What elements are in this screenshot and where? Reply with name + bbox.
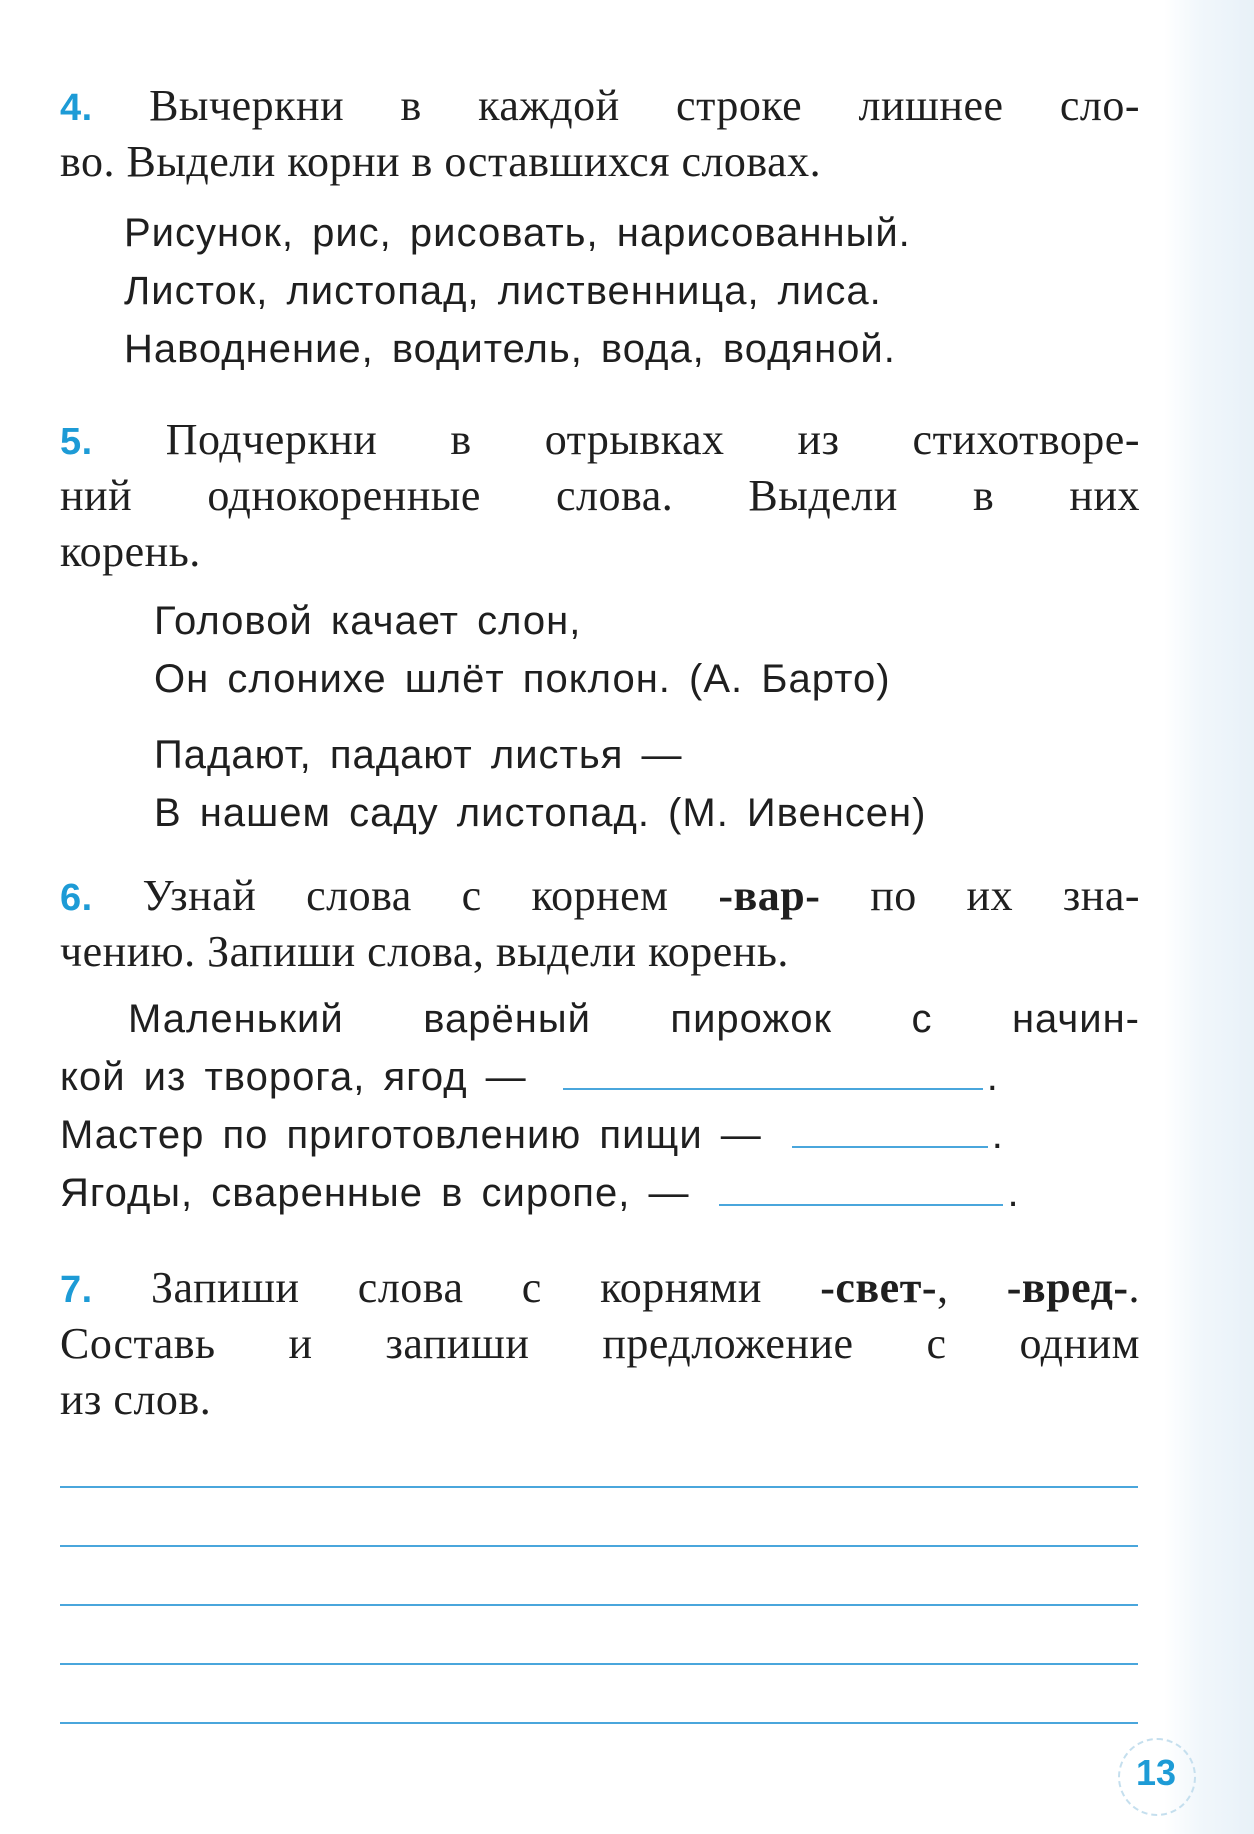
answer-line[interactable] xyxy=(60,1604,1138,1606)
answer-line[interactable] xyxy=(60,1722,1138,1724)
task-7-instruction-2: Составь и запиши предложение с одним xyxy=(60,1319,1140,1368)
period: . xyxy=(986,1055,999,1099)
task-7-text: Запиши слова с корнями xyxy=(151,1263,762,1312)
word-row: Листок, листопад, лиственница, лиса. xyxy=(124,269,882,313)
task-5 xyxy=(60,412,1140,842)
task-4-instruction-2: во. Выдели корни в оставшихся словах. xyxy=(60,137,822,186)
task-number: 4. xyxy=(60,87,93,129)
poem-ivensen xyxy=(60,726,1140,842)
task-number: 6. xyxy=(60,877,93,919)
answer-line[interactable] xyxy=(60,1545,1138,1547)
answer-line[interactable] xyxy=(60,1486,1138,1488)
task-4 xyxy=(60,78,1140,378)
period: . xyxy=(991,1113,1004,1157)
task-number: 5. xyxy=(60,421,93,463)
task-5-instruction-3: корень. xyxy=(60,527,201,576)
answer-line[interactable] xyxy=(60,1663,1138,1665)
task-7-instruction-3: из слов. xyxy=(60,1375,212,1424)
task-5-instruction-1: Подчеркни в отрывках из стихотворе- xyxy=(165,415,1140,464)
definition-2 xyxy=(60,1106,1140,1164)
word-row: Рисунок, рис, рисовать, нарисованный. xyxy=(124,211,911,255)
period: . xyxy=(1007,1171,1020,1215)
definition-text: Ягоды, сваренные в сиропе, — xyxy=(60,1171,690,1215)
root-vred: -вред- xyxy=(1006,1263,1129,1312)
poem-line: Падают, падают листья — xyxy=(154,733,683,777)
poem-line: Он слонихе шлёт поклон. (А. Барто) xyxy=(154,657,891,701)
answer-blank[interactable] xyxy=(792,1112,988,1148)
task-7-line-1 xyxy=(60,1260,1140,1316)
task-4-line-1 xyxy=(60,78,1140,134)
comma: , xyxy=(936,1263,949,1312)
poem-line: В нашем саду листопад. (М. Ивенсен) xyxy=(154,791,927,835)
root-svet: -свет- xyxy=(820,1263,937,1312)
task-5-line-1 xyxy=(60,412,1140,468)
word-row: Наводнение, водитель, вода, водяной. xyxy=(124,327,896,371)
task-6 xyxy=(60,868,1140,1222)
task-6-text: по их зна- xyxy=(870,871,1141,920)
task-4-instruction-1: Вычеркни в каждой строке лишнее сло- xyxy=(149,81,1141,130)
definition-text: кой из творога, ягод — xyxy=(60,1055,527,1099)
task-7 xyxy=(60,1260,1140,1428)
task-6-text: Узнай слова с корнем xyxy=(142,871,669,920)
definition-3 xyxy=(60,1164,1140,1222)
page-number: 13 xyxy=(1136,1752,1177,1793)
definition-1-line-2 xyxy=(60,1048,1140,1106)
task-number: 7. xyxy=(60,1269,93,1311)
page-edge-shade xyxy=(1164,0,1254,1834)
answer-blank[interactable] xyxy=(719,1170,1003,1206)
definition-1-line-1: Маленький варёный пирожок с начин- xyxy=(128,997,1140,1041)
definition-text: Мастер по приготовлению пищи — xyxy=(60,1113,762,1157)
poem-barto xyxy=(60,592,1140,708)
root-var: -вар- xyxy=(718,871,821,920)
poem-line: Головой качает слон, xyxy=(154,599,582,643)
period: . xyxy=(1128,1263,1141,1312)
answer-blank[interactable] xyxy=(563,1054,983,1090)
task-5-instruction-2: ний однокоренные слова. Выдели в них xyxy=(60,471,1140,520)
task-6-instruction-2: чению. Запиши слова, выдели корень. xyxy=(60,927,789,976)
task-6-line-1 xyxy=(60,868,1140,924)
